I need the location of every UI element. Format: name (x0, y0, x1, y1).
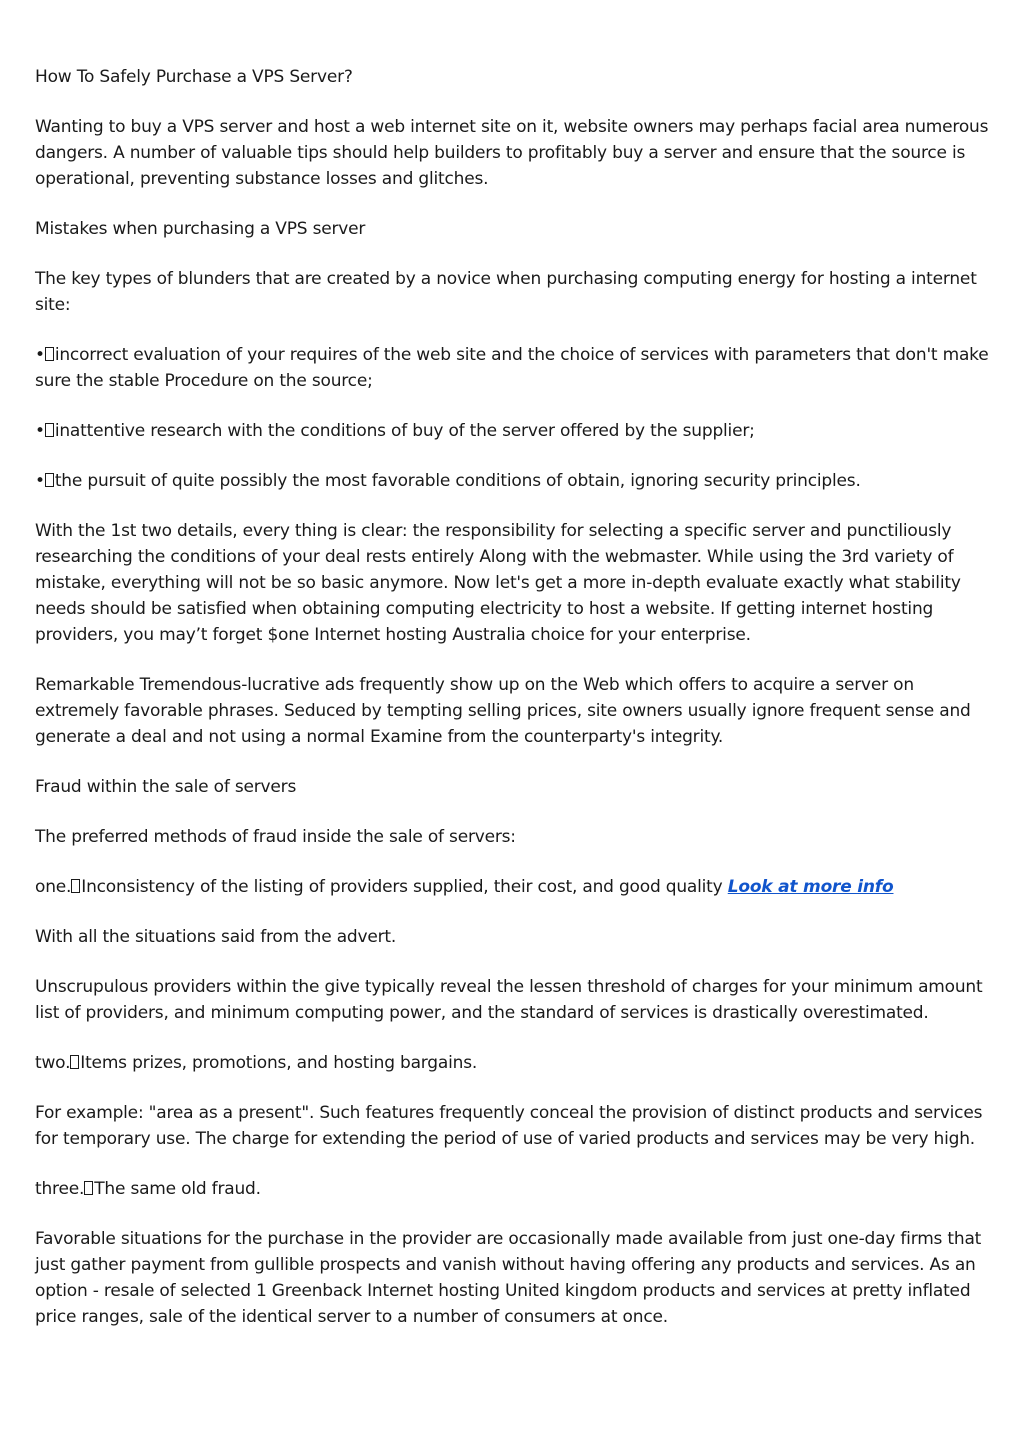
item-number: three. (35, 1179, 85, 1199)
bullet-marker: • (35, 471, 45, 491)
example-paragraph: For example: "area as a present". Such features frequently conceal the provision of distinct products and services for temporary use. The charge for extending the period of use of varied products and services may be very high. (35, 1103, 983, 1149)
missing-glyph-icon (45, 473, 54, 487)
missing-glyph-icon (71, 879, 80, 893)
look-at-more-info-link[interactable]: Look at more info (727, 877, 894, 897)
section-heading-mistakes: Mistakes when purchasing a VPS server (35, 219, 366, 239)
fraud-intro-paragraph: The preferred methods of fraud inside the sale of servers: (35, 827, 516, 847)
numbered-item (35, 874, 990, 900)
bullet-text: research with the conditions of buy of the server offered by the supplier; (150, 421, 755, 441)
ads-paragraph: Remarkable Tremendous-lucrative ads frequently show up on the Web which offers to acquire a server on extremely favorable phrases. Seduced by tempting selling prices, site owners usually ignore frequent sense and generate a deal and not using a normal Examine from the counterparty's integrity. (35, 675, 971, 747)
section-heading-fraud: Fraud within the sale of servers (35, 777, 297, 797)
intro-paragraph: Wanting to buy a VPS server and host a web internet site on it, website owners may perhaps facial area numerous dangers. A number of valuable tips should help builders to profitably buy a server and ensure that the source is operational, preventing substance losses and glitches. (35, 117, 989, 189)
item-number: one. (35, 877, 72, 897)
item-text: same old fraud. (130, 1179, 261, 1199)
missing-glyph-icon (84, 1181, 93, 1195)
item-first-word: The (94, 1179, 126, 1199)
unscrupulous-paragraph: Unscrupulous providers within the give typically reveal the lessen threshold of charges for your minimum amount list of providers, and minimum computing power, and the standard of services is drastically overestimated. (35, 977, 983, 1023)
bullet-item (35, 342, 990, 394)
item-text: of the listing of providers supplied, their cost, and good quality (199, 877, 728, 897)
bullet-text: evaluation of your requires of the web site and the choice of services with parameters that don't make sure the stable Procedure on the source; (35, 345, 989, 391)
bullet-item (35, 468, 990, 494)
item-continuation-paragraph: With all the situations said from the advert. (35, 927, 397, 947)
details-paragraph: With the 1st two details, every thing is clear: the responsibility for selecting a specific server and punctiliously researching the conditions of your deal rests entirely Along with the webmaster. While using the 3rd variety of mistake, everything will not be so basic anymore. Now let's get a more in-depth evaluate exactly what stability needs should be satisfied when obtaining computing electricity to host a website. If getting internet hosting providers, you may’t forget $one Internet hosting Australia choice for your enterprise. (35, 521, 961, 645)
item-number: two. (35, 1053, 71, 1073)
bullet-first-word: incorrect (54, 345, 129, 365)
bullet-marker: • (35, 421, 45, 441)
missing-glyph-icon (70, 1055, 79, 1069)
bullet-first-word: the (54, 471, 83, 491)
mistakes-intro-paragraph: The key types of blunders that are created by a novice when purchasing computing energy for hosting a internet site: (35, 269, 977, 315)
favorable-paragraph: Favorable situations for the purchase in the provider are occasionally made available from just one-day firms that just gather payment from gullible prospects and vanish without having offering any products and services. As an option - resale of selected 1 Greenback Internet hosting United kingdom products and services at pretty inflated price ranges, sale of the identical server to a number of consumers at once. (35, 1229, 982, 1327)
item-first-word: Inconsistency (81, 877, 195, 897)
bullet-item (35, 418, 990, 444)
missing-glyph-icon (45, 347, 54, 361)
item-text: prizes, promotions, and hosting bargains. (132, 1053, 478, 1073)
bullet-marker: • (35, 345, 45, 365)
bullet-first-word: inattentive (54, 421, 146, 441)
document-body (35, 64, 990, 1354)
bullet-text: pursuit of quite possibly the most favorable conditions of obtain, ignoring security principles. (87, 471, 861, 491)
numbered-item (35, 1176, 990, 1202)
numbered-item (35, 1050, 990, 1076)
missing-glyph-icon (45, 423, 54, 437)
document-title: How To Safely Purchase a VPS Server? (35, 67, 353, 87)
item-first-word: Items (80, 1053, 127, 1073)
